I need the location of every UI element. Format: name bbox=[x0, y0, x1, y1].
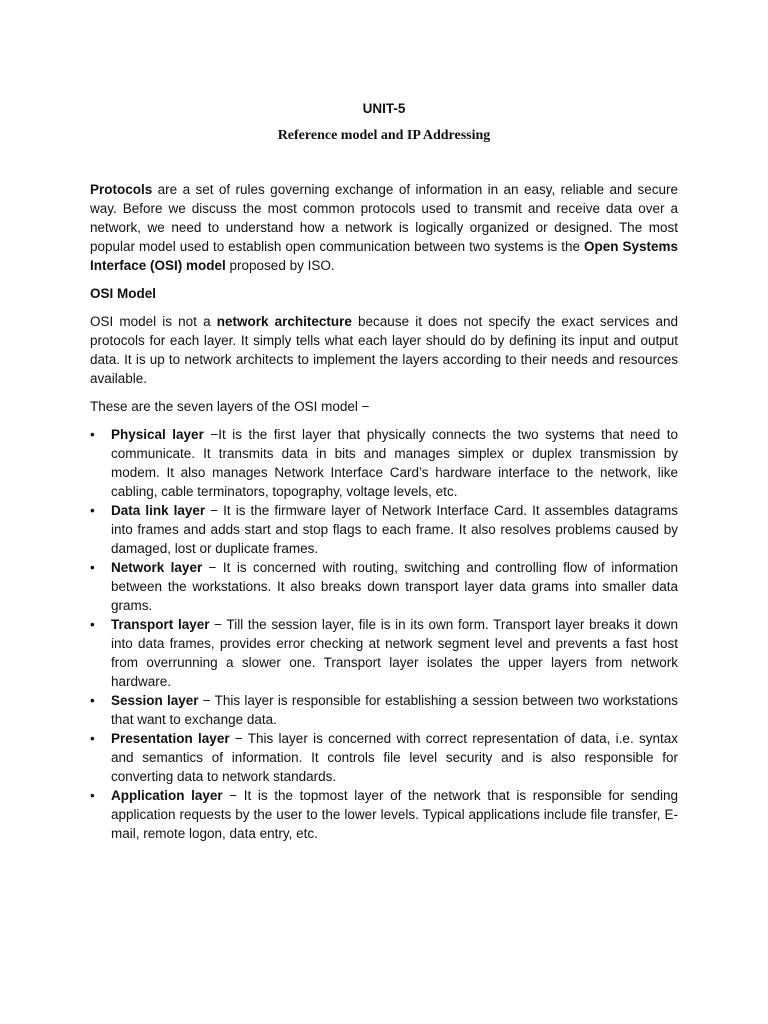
layer-name: Physical layer bbox=[111, 427, 204, 442]
bullet-icon: • bbox=[90, 617, 95, 632]
list-item bbox=[90, 691, 678, 729]
layer-description: − It is the topmost layer of the network that is responsible for sending application requests by the user to the lower levels. Typical applications include file transfer, E-mail, remote logon, data entry, etc. bbox=[111, 788, 678, 841]
layer-name: Application layer bbox=[111, 788, 223, 803]
layer-name: Transport layer bbox=[111, 617, 210, 632]
layer-name: Network layer bbox=[111, 560, 203, 575]
unit-label: UNIT-5 bbox=[362, 101, 406, 116]
bullet-icon: • bbox=[90, 427, 95, 442]
list-item bbox=[90, 425, 678, 501]
document-body bbox=[90, 180, 678, 843]
osi-model-term: Open Systems Interface (OSI) model bbox=[90, 239, 678, 273]
bullet-icon: • bbox=[90, 731, 95, 746]
intro-paragraph bbox=[90, 180, 678, 275]
layer-description: − This layer is concerned with correct representation of data, i.e. syntax and semantics of information. It controls file level security and is also responsible for converting data to network standards. bbox=[111, 731, 678, 784]
layer-name: Session layer bbox=[111, 693, 199, 708]
layer-name: Presentation layer bbox=[111, 731, 230, 746]
list-item bbox=[90, 786, 678, 843]
layers-intro: These are the seven layers of the OSI model − bbox=[90, 399, 370, 414]
layer-description: − Till the session layer, file is in its own form. Transport layer breaks it down into data frames, provides error checking at network segment level and prevents a fast host from overrunning a slower one. Transport layer isolates the upper layers from network hardware. bbox=[111, 617, 679, 689]
protocols-term: Protocols bbox=[90, 182, 153, 197]
list-item bbox=[90, 501, 678, 558]
layer-description: − It is the firmware layer of Network Interface Card. It assembles datagrams into frames and adds start and stop flags to each frame. It also resolves problems caused by damaged, lost or duplicate frames. bbox=[111, 503, 679, 556]
bullet-icon: • bbox=[90, 788, 95, 803]
layers-list bbox=[90, 425, 678, 843]
list-item bbox=[90, 558, 678, 615]
osi-desc-start: OSI model is not a bbox=[90, 314, 217, 329]
layer-description: − This layer is responsible for establishing a session between two workstations that want to exchange data. bbox=[111, 693, 678, 727]
list-item bbox=[90, 615, 678, 691]
osi-desc-end: because it does not specify the exact services and protocols for each layer. It simply tells what each layer should do by defining its input and output data. It is up to network architects to implement the layers according to their needs and resources available. bbox=[90, 314, 679, 386]
intro-text-1: are a set of rules governing exchange of information in an easy, reliable and secure way. Before we discuss the most common protocols used to transmit and receive data over a network, we need to understand how a network is logically organized or designed. The most popular model used to establish open communication between two systems is the bbox=[90, 182, 678, 254]
list-item bbox=[90, 729, 678, 786]
document-title: Reference model and IP Addressing bbox=[277, 128, 491, 143]
layer-name: Data link layer bbox=[111, 503, 206, 518]
bullet-icon: • bbox=[90, 560, 95, 575]
osi-heading: OSI Model bbox=[90, 286, 157, 301]
layer-description: − It is concerned with routing, switching and controlling flow of information between the workstations. It also breaks down transport layer data grams into smaller data grams. bbox=[111, 560, 678, 613]
layer-description: −It is the first layer that physically connects the two systems that need to communicate. It transmits data in bits and manages simplex or duplex transmission by modem. It also manages Network Interface Card’s hardware interface to the network, like cabling, cable terminators, topography, voltage levels, etc. bbox=[111, 427, 678, 499]
network-architecture-term: network architecture bbox=[216, 314, 352, 329]
bullet-icon: • bbox=[90, 693, 95, 708]
bullet-icon: • bbox=[90, 503, 95, 518]
osi-description bbox=[90, 312, 678, 388]
intro-text-2: proposed by ISO. bbox=[225, 258, 335, 273]
